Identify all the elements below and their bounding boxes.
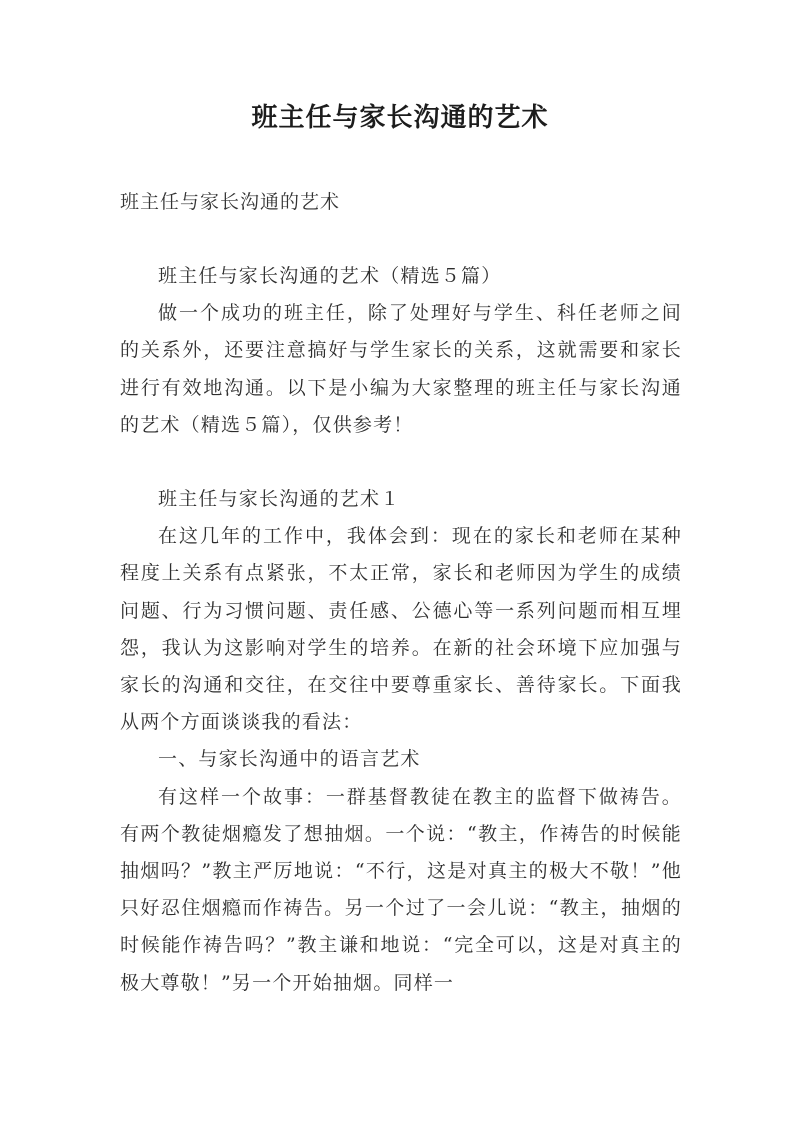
section-heading: 一、与家长沟通中的语言艺术 (158, 748, 421, 771)
body-paragraph: 在这几年的工作中，我体会到：现在的家长和老师在某种程度上关系有点紧张，不太正常，家长和老师因为学生的成绩问题、行为习惯问题、责任感、公德心等一系列问题而相互埋怨，我认为这影响对学生的培养。在新的社会环境下应加强与家长的沟通和交往，在交往中要尊重家长、善待家长。下面我从两个方面谈谈我的看法： (120, 525, 682, 734)
body-paragraph: 有这样一个故事：一群基督教徒在教主的监督下做祷告。有两个教徒烟瘾发了想抽烟。一个说：“教主，作祷告的时候能抽烟吗？”教主严厉地说：“不行，这是对真主的极大不敬！”他只好忍住烟瘾而作祷告。另一个过了一会儿说：“教主，抽烟的时候能作祷告吗？”教主谦和地说：“完全可以，这是对真主的极大尊敬！”另一个开始抽烟。同样一 (120, 785, 682, 994)
document-body (120, 258, 682, 1002)
intro-paragraph: 做一个成功的班主任，除了处理好与学生、科任老师之间的关系外，还要注意搞好与学生家长的关系，这就需要和家长进行有效地沟通。以下是小编为大家整理的班主任与家长沟通的艺术（精选５篇），仅供参考！ (120, 302, 682, 436)
document-subtitle: 班主任与家长沟通的艺术 (120, 191, 341, 213)
document-title: 班主任与家长沟通的艺术 (251, 103, 549, 133)
article-heading: 班主任与家长沟通的艺术１ (158, 488, 401, 511)
collection-heading: 班主任与家长沟通的艺术（精选５篇） (158, 265, 502, 287)
paragraph-gap (120, 444, 682, 481)
